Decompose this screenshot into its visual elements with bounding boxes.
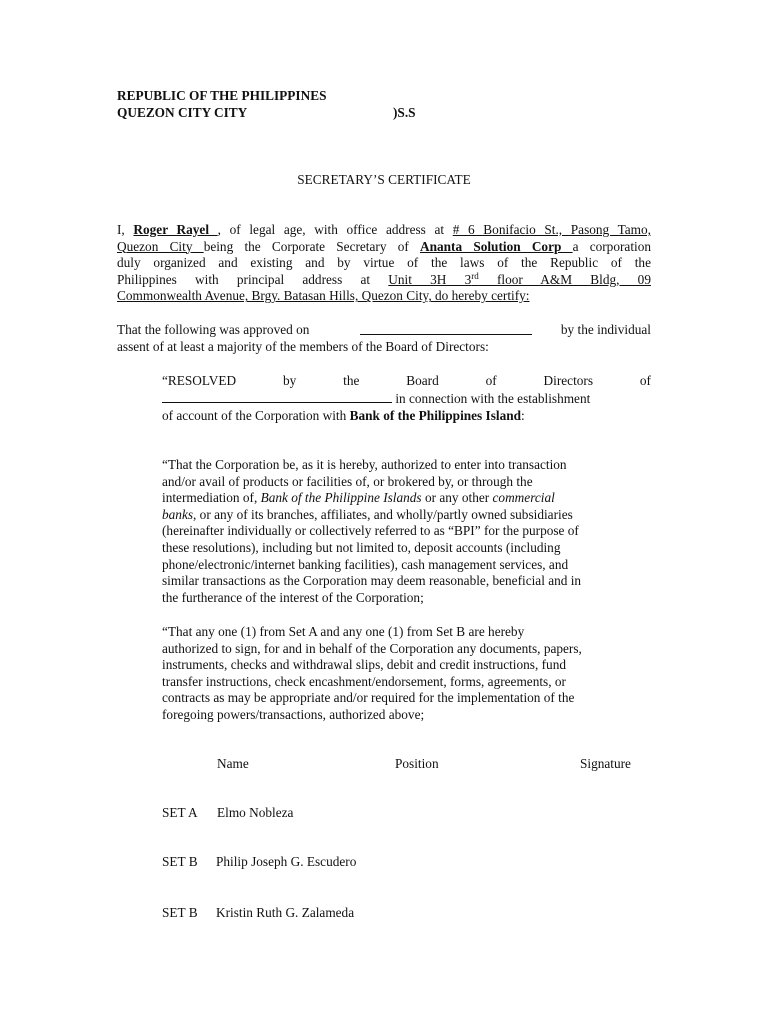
document-title: SECRETARY’S CERTIFICATE [297, 172, 471, 187]
resolution-paragraph-2: “That any one (1) from Set A and any one (1) from Set B are hereby authorized to sign, for and in behalf of the Corporation any documents, papers, instruments, checks and withdrawal slips, debit and credit instructions, fund transfer instructions, check encashment/endorsement, forms, agreements, or contracts as may be appropriate and/or required for the implementation of the foregoing powers/transactions, authorized above; [162, 624, 582, 722]
column-header-signature: Signature [580, 756, 631, 771]
office-address: # 6 Bonifacio St., Pasong Tamo, [452, 222, 651, 237]
intro-line-3: duly organized and existing and by virtue of the laws of the Republic of the [117, 255, 651, 271]
header-ss: )S.S [393, 105, 416, 120]
approval-paragraph: That the following was approved on by the individual assent of at least a majority of the members of the Board of Directors: [117, 322, 651, 354]
signatories-table: Name Position Signature SET A Elmo Nobleza SET B Philip Joseph G. Escudero SET B Kristin Ruth G. Zalameda [162, 756, 631, 920]
intro-line-2: Quezon City being the Corporate Secretary of Ananta Solution Corp a corporation [117, 238, 651, 254]
intro-line-4: Philippines with principal address at Unit 3H 3rd floor A&M Bldg, 09 [117, 270, 651, 287]
column-header-name: Name [217, 756, 249, 771]
bank-name: Bank of the Philippines Island [349, 407, 522, 423]
approval-date-blank [360, 322, 532, 335]
intro-line-5: Commonwealth Avenue, Brgy. Batasan Hills, Quezon City, do hereby certify: [117, 288, 530, 304]
resolved-paragraph: “RESOLVED by the Board of Directors of in connection with the establishment of account of the Corporation with Bank of the Philippines Island: [162, 373, 651, 423]
intro-line-1: I, Roger Rayel , of legal age, with office address at # 6 Bonifacio St., Pasong Tamo, [117, 222, 651, 237]
corporation-name: Ananta Solution Corp [419, 238, 573, 254]
column-header-position: Position [395, 756, 439, 771]
intro-paragraph [117, 222, 651, 305]
header-republic: REPUBLIC OF THE PHILIPPINES [117, 88, 327, 103]
board-blank [162, 390, 392, 403]
header-city: QUEZON CITY CITY [117, 105, 248, 120]
resolution-paragraph-1: “That the Corporation be, as it is hereby, authorized to enter into transaction and/or avail of products or facilities of, or brokered by, or through the intermediation of, Bank of the Philippine Islands or any other commercial banks, or any of its branches, affiliates, and wholly/partly owned subsidiaries (hereinafter individually or collectively referred to as “BPI” for the purpose of these resolutions), including but not limited to, deposit accounts (including phone/electronic/internet banking facilities), cash management services, and similar transactions as the Corporation may deem reasonable, beneficial and in the furtherance of the interest of the Corporation; [162, 457, 582, 605]
principal-address: Unit 3H 3rd floor A&M Bldg, 09 [388, 270, 651, 287]
secretary-name: Roger Rayel [133, 222, 218, 237]
